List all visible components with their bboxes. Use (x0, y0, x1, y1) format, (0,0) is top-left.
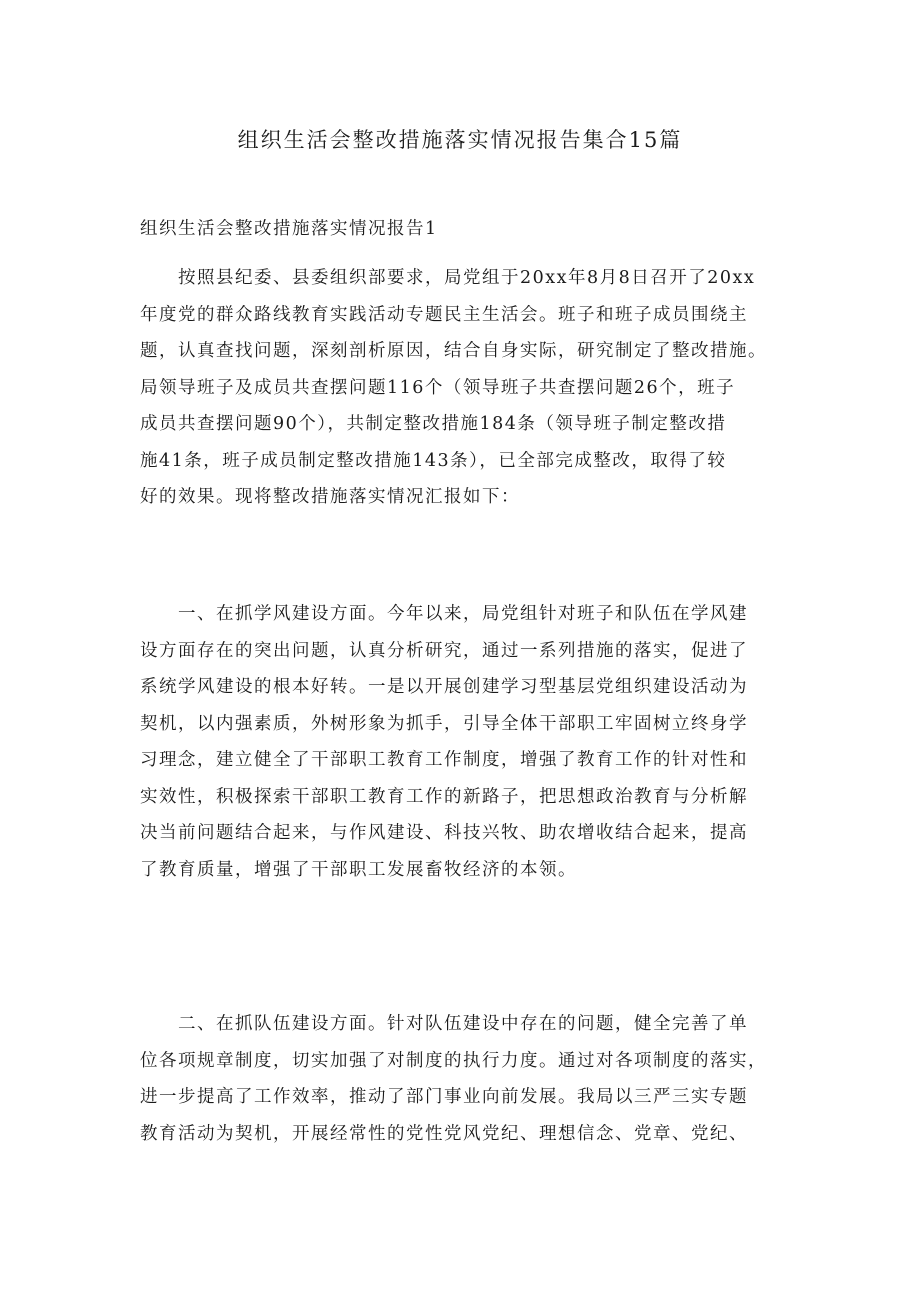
paragraph-line: 教育活动为契机，开展经常性的党性党风党纪、理想信念、党章、党纪、 (140, 1123, 748, 1144)
paragraph-line: 习理念，建立健全了干部职工教育工作制度，增强了教育工作的针对性和 (140, 750, 748, 770)
paragraph-line: 局领导班子及成员共查摆问题116个（领导班子共查摆问题26个，班子 (140, 377, 736, 398)
paragraph-line: 实效性，积极探索干部职工教育工作的新路子，把思想政治教育与分析解 (140, 786, 748, 807)
section-heading: 组织生活会整改措施落实情况报告1 (140, 219, 438, 239)
paragraph-line: 题，认真查找问题，深刻剖析原因，结合自身实际，研究制定了整改措施。 (140, 341, 767, 361)
paragraph-line: 按照县纪委、县委组织部要求，局党组于20xx年8月8日召开了20xx (178, 268, 756, 288)
paragraph-line: 设方面存在的突出问题，认真分析研究，通过一系列措施的落实，促进了 (140, 640, 748, 661)
document-title: 组织生活会整改措施落实情况报告集合15篇 (237, 128, 683, 152)
paragraph-line: 二、在抓队伍建设方面。针对队伍建设中存在的问题，健全完善了单 (178, 1014, 748, 1034)
paragraph-line: 位各项规章制度，切实加强了对制度的执行力度。通过对各项制度的落实， (140, 1050, 767, 1071)
paragraph-1 (140, 260, 790, 516)
paragraph-3 (140, 1006, 790, 1152)
paragraph-line: 决当前问题结合起来，与作风建设、科技兴牧、助农增收结合起来，提高 (140, 823, 748, 843)
paragraph-line: 施41条，班子成员制定整改措施143条），已全部完成整改，取得了较 (140, 450, 727, 471)
paragraph-line: 成员共查摆问题90个），共制定整改措施184条（领导班子制定整改措 (140, 414, 727, 434)
paragraph-line: 契机，以内强素质，外树形象为抓手，引导全体干部职工牢固树立终身学 (140, 713, 748, 734)
paragraph-line: 了教育质量，增强了干部职工发展畜牧经济的本领。 (140, 859, 577, 880)
paragraph-line: 年度党的群众路线教育实践活动专题民主生活会。班子和班子成员围绕主 (140, 304, 748, 325)
paragraph-2 (140, 596, 790, 888)
paragraph-line: 进一步提高了工作效率，推动了部门事业向前发展。我局以三严三实专题 (140, 1087, 748, 1107)
paragraph-line: 一、在抓学风建设方面。今年以来，局党组针对班子和队伍在学风建 (178, 604, 748, 624)
paragraph-line: 好的效果。现将整改措施落实情况汇报如下： (140, 487, 520, 507)
paragraph-line: 系统学风建设的根本好转。一是以开展创建学习型基层党组织建设活动为 (140, 677, 748, 697)
